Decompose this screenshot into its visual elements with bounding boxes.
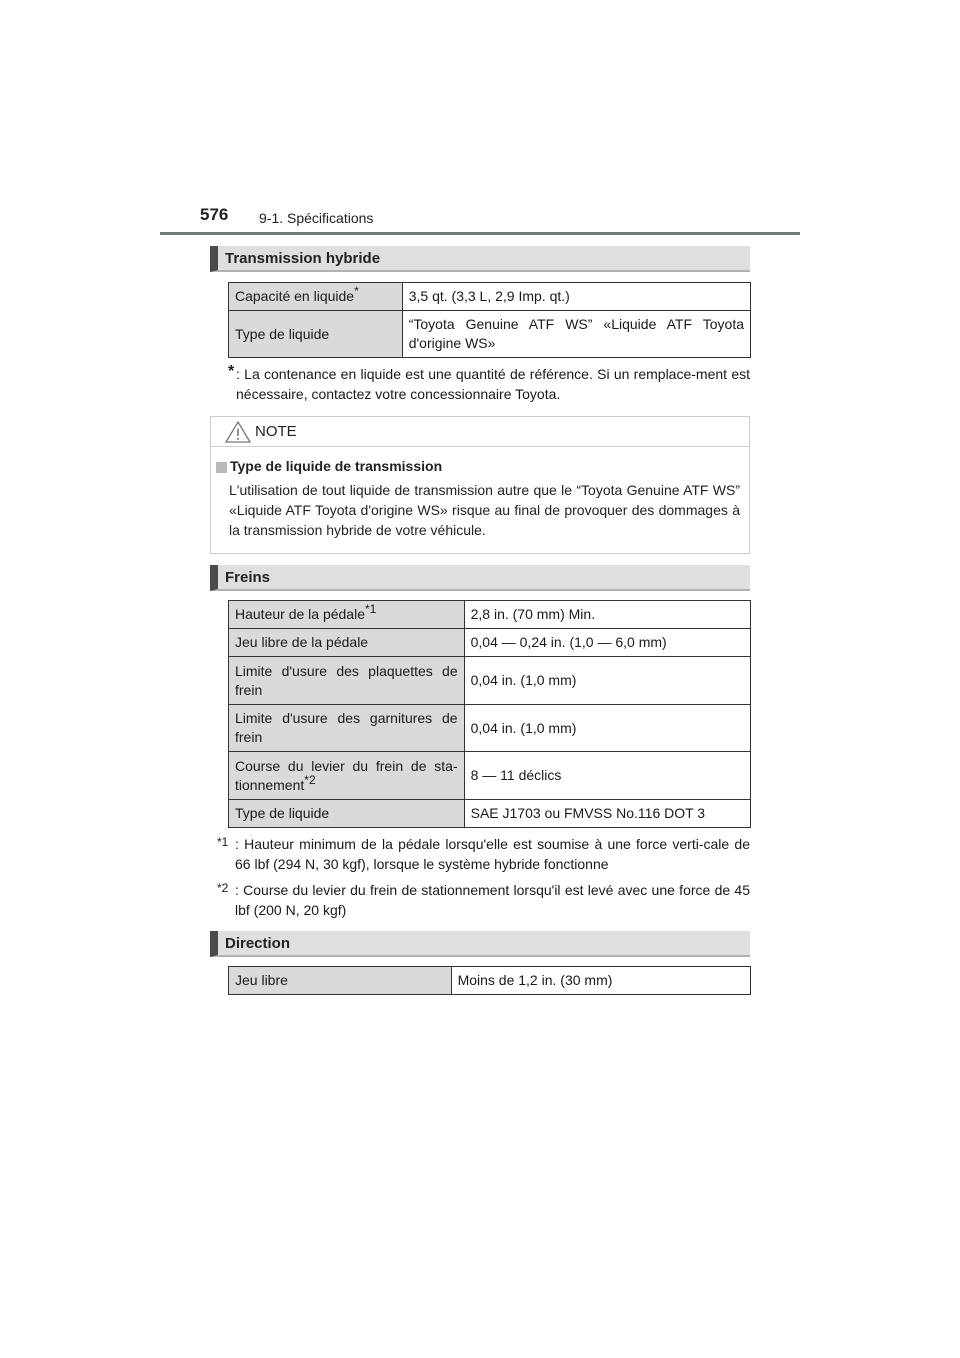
- footnote-marker: *1: [217, 835, 229, 849]
- transmission-spec-table: [228, 282, 751, 358]
- footnote-text: : La contenance en liquide est une quantité de référence. Si un remplace-ment est nécessaire, contactez votre concessionnaire Toyota.: [236, 366, 750, 402]
- page-header: [160, 203, 800, 235]
- section-title: Direction: [225, 935, 291, 952]
- chapter-title: 9-1. Spécifications: [259, 210, 374, 226]
- note-title: Type de liquide de transmission: [230, 458, 443, 474]
- table-row: [229, 601, 751, 629]
- footnote: [228, 364, 750, 406]
- direction-spec-table: [228, 966, 751, 995]
- spec-value: Moins de 1,2 in. (30 mm): [451, 967, 750, 995]
- section-title: Freins: [225, 569, 271, 586]
- spec-label: Jeu libre de la pédale: [229, 629, 465, 657]
- header-divider: [160, 232, 800, 235]
- table-row: [229, 705, 751, 752]
- note-body: L'utilisation de tout liquide de transmission autre que le “Toyota Genuine ATF WS” «Liquide ATF Toyota d'origine WS» risque au final de provoquer des dommages à la transmission hybride de votre véhicule.: [229, 482, 740, 538]
- spec-label: Type de liquide: [229, 800, 465, 828]
- freins-spec-table: [228, 600, 751, 828]
- spec-value: 0,04 in. (1,0 mm): [464, 657, 750, 705]
- footnote: [217, 880, 750, 922]
- section-heading-transmission: [210, 246, 750, 272]
- table-row: [229, 629, 751, 657]
- spec-value: SAE J1703 ou FMVSS No.116 DOT 3: [464, 800, 750, 828]
- spec-value: “Toyota Genuine ATF WS” «Liquide ATF Toyota d'origine WS»: [402, 311, 750, 358]
- footnote-text: : Hauteur minimum de la pédale lorsqu'elle est soumise à une force verti-cale de 66 lbf (294 N, 30 kgf), lorsque le système hybride fonctionne: [235, 836, 750, 872]
- spec-label: Jeu libre: [229, 967, 452, 995]
- section-title: Transmission hybride: [225, 250, 381, 267]
- spec-value: 0,04 in. (1,0 mm): [464, 705, 750, 752]
- page-number: 576: [200, 205, 229, 224]
- note-box: [210, 416, 750, 554]
- spec-value: 8 — 11 déclics: [464, 752, 750, 800]
- footnote: [217, 834, 750, 876]
- spec-label: Course du levier du frein de sta-tionnement$^{*2}$: [229, 752, 465, 800]
- bullet-square-icon: [216, 462, 227, 473]
- footnote-marker: *2: [217, 881, 229, 895]
- section-heading-direction: [210, 931, 750, 957]
- warning-triangle-icon: [225, 421, 251, 443]
- table-row: [229, 283, 751, 311]
- spec-label: Limite d'usure des plaquettes de frein: [229, 657, 465, 705]
- spec-value: 0,04 — 0,24 in. (1,0 — 6,0 mm): [464, 629, 750, 657]
- table-row: [229, 800, 751, 828]
- footnote-text: : Course du levier du frein de stationnement lorsqu'il est levé avec une force de 45 lbf (200 N, 20 kgf): [235, 882, 750, 918]
- spec-label: Capacité en liquide*: [229, 283, 403, 311]
- note-label: NOTE: [255, 423, 297, 440]
- table-row: [229, 967, 751, 995]
- note-header: [211, 417, 749, 447]
- spec-label: Hauteur de la pédale$^{*1}$: [229, 601, 465, 629]
- spec-label: Type de liquide: [229, 311, 403, 358]
- spec-value: 2,8 in. (70 mm) Min.: [464, 601, 750, 629]
- table-row: [229, 657, 751, 705]
- spec-value: 3,5 qt. (3,3 L, 2,9 Imp. qt.): [402, 283, 750, 311]
- footnote-marker: *: [228, 363, 235, 380]
- table-row: [229, 311, 751, 358]
- section-heading-freins: [210, 565, 750, 591]
- table-row: [229, 752, 751, 800]
- spec-label: Limite d'usure des garnitures de frein: [229, 705, 465, 752]
